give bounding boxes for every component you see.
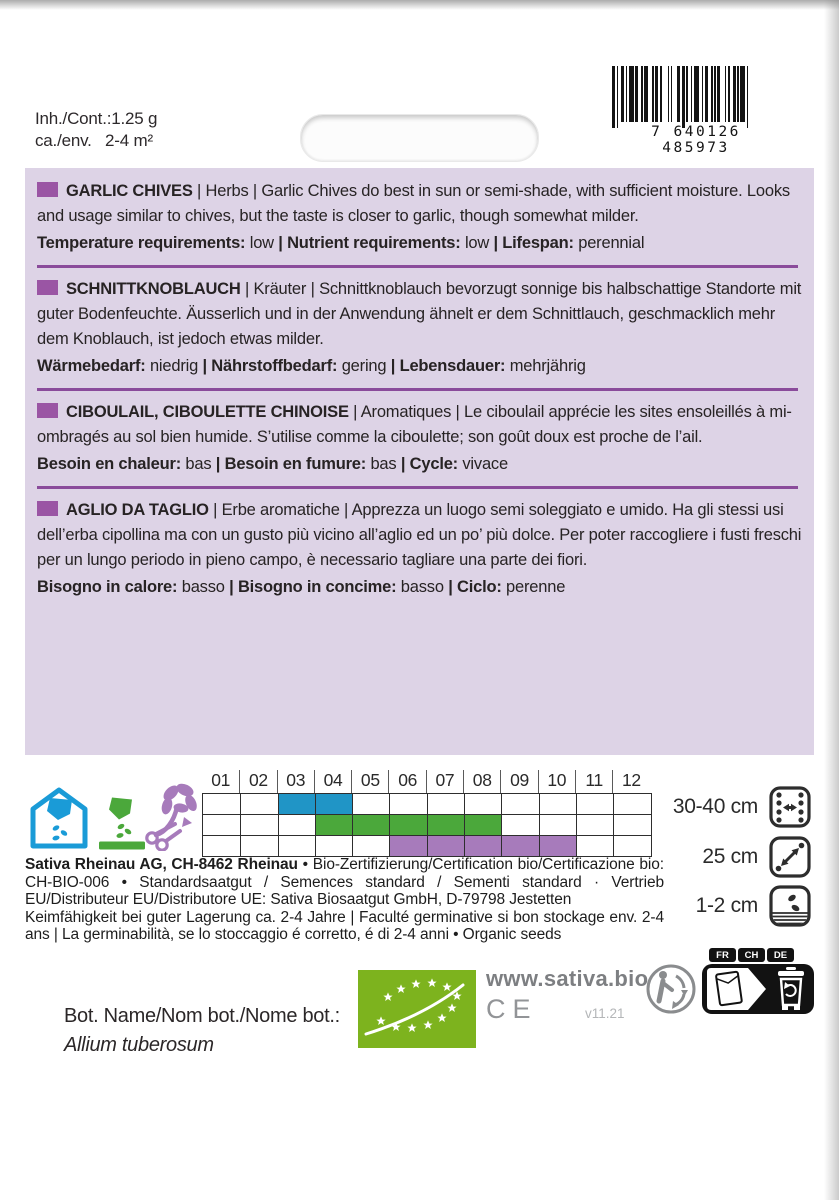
- requirement-value: basso: [400, 578, 444, 596]
- sowing-under-glass-month-06: [389, 794, 426, 814]
- disposal-country-tabs: [709, 948, 814, 962]
- content-value: 1.25 g: [111, 109, 158, 128]
- sowing-under-glass-month-07: [427, 794, 464, 814]
- requirement-separator: |: [489, 234, 503, 252]
- certification-text: • Bio-Zertifizierung/Certification bio/Certificazione bio: CH-BIO-006 • Standardsaatgut / Semences standard / Sementi standard · Vertrieb EU/Distributeur EU/Distributore UE: Sativa Biosaatgut GmbH, D-79798 Jestetten: [25, 856, 664, 909]
- botanical-name-label: Bot. Name/Nom bot./Nome bot.:: [64, 1005, 340, 1027]
- requirement-label: Bisogno in calore:: [37, 578, 182, 596]
- requirement-label: Temperature requirements:: [37, 234, 250, 252]
- requirement-value: mehrjährig: [509, 357, 586, 375]
- requirement-label: Nährstoffbedarf:: [211, 357, 342, 375]
- sowing-under-glass-month-10: [539, 794, 576, 814]
- tab-ch: CH: [738, 948, 765, 962]
- sowing-under-glass-month-08: [464, 794, 501, 814]
- requirement-separator: |: [396, 455, 410, 473]
- company-name: Sativa Rheinau AG, CH-8462 Rheinau: [25, 856, 298, 873]
- sowing-outdoor-month-05: [352, 815, 389, 835]
- section-divider: [37, 388, 798, 391]
- harvest-month-03: [278, 836, 315, 856]
- scan-shadow-top: [0, 0, 839, 10]
- harvest-scissors-icon: [144, 781, 200, 851]
- tab-fr: FR: [709, 948, 736, 962]
- section-requirements: [37, 231, 802, 256]
- section-description: [37, 400, 802, 450]
- row-spacing-icon: [768, 785, 812, 829]
- separator: |: [451, 403, 465, 421]
- sowing-outdoor-month-01: [203, 815, 240, 835]
- sowing-outdoor-month-07: [427, 815, 464, 835]
- botanical-name-block: [64, 1002, 340, 1060]
- section-name: CIBOULAIL, CIBOULETTE CHINOISE: [66, 403, 349, 421]
- month-label: 03: [277, 770, 314, 793]
- area-value: 2-4 m²: [105, 131, 153, 150]
- requirement-label: Lifespan:: [502, 234, 579, 252]
- plant-spacing-icon: [768, 835, 812, 879]
- harvest-month-02: [240, 836, 277, 856]
- requirement-separator: |: [386, 357, 400, 375]
- tab-de: DE: [767, 948, 794, 962]
- row-spacing-info: [600, 785, 812, 829]
- packaging-disposal-label: [702, 948, 814, 1020]
- sowing-outdoor-month-04: [315, 815, 352, 835]
- eu-organic-leaf-logo: [358, 970, 476, 1048]
- sowing-outdoor-month-09: [501, 815, 538, 835]
- section-divider: [37, 486, 798, 489]
- barcode: [612, 66, 780, 156]
- section-requirements: [37, 354, 802, 379]
- row-spacing-label: 30-40 cm: [672, 795, 758, 818]
- greenhouse-sowing-icon: [30, 786, 88, 850]
- requirement-value: bas: [185, 455, 212, 473]
- requirement-label: Wärmebedarf:: [37, 357, 150, 375]
- description-panel: [25, 168, 814, 755]
- month-label: 01: [211, 770, 231, 790]
- section-description: [37, 179, 802, 229]
- scan-shadow-right: [824, 0, 839, 1200]
- content-info: [35, 108, 157, 152]
- sowing-under-glass-month-09: [501, 794, 538, 814]
- triman-recycling-icon: [645, 963, 697, 1015]
- requirement-value: low: [249, 234, 274, 252]
- month-label: 07: [426, 770, 463, 793]
- ce-mark: CE: [486, 994, 538, 1024]
- section-bullet-icon: [37, 403, 58, 418]
- section-text: Garlic Chives do best in sun or semi-shade, with sufficient moisture. Looks and usage similar to chives, but the taste is closer to garlic, though somewhat milder.: [37, 182, 790, 225]
- harvest-month-09: [501, 836, 538, 856]
- barcode-bars: [612, 66, 780, 132]
- section-requirements: [37, 575, 802, 600]
- separator: |: [248, 182, 262, 200]
- requirement-value: niedrig: [149, 357, 199, 375]
- harvest-row: [203, 835, 651, 856]
- section-name: AGLIO DA TAGLIO: [66, 501, 209, 519]
- requirement-value: basso: [181, 578, 225, 596]
- section-requirements: [37, 452, 802, 477]
- sowing-depth-icon: [768, 884, 812, 928]
- section-text: Apprezza un luogo semi soleggiato e umido. Ha gli stessi usi dell’erba cipollina ma con un gusto più vicino all’aglio ed un po’ più dolce. Per poter raccogliere i fusti freschi per un lungo periodo in pieno campo, è necessario tagliare una parte dei fiori.: [37, 501, 802, 569]
- section-bullet-icon: [37, 280, 58, 295]
- requirement-separator: |: [211, 455, 225, 473]
- separator: |: [339, 501, 352, 519]
- separator: |: [348, 403, 361, 421]
- company-certification-text: [25, 856, 664, 909]
- requirement-separator: |: [224, 578, 238, 596]
- month-label: 11: [575, 770, 612, 793]
- section-text: Le ciboulail apprécie les sites ensoleillés à mi-ombragés au sol bien humide. S’utilise comme la ciboulette; son goût doux est proche de l’ail.: [37, 403, 792, 446]
- section-divider: [37, 265, 798, 268]
- requirement-value: gering: [341, 357, 387, 375]
- sowing-outdoor-row: [203, 814, 651, 835]
- hang-hole-slot: [300, 114, 539, 162]
- sowing-outdoor-month-06: [389, 815, 426, 835]
- separator: |: [306, 280, 320, 298]
- sowing-under-glass-month-05: [352, 794, 389, 814]
- section-category: Herbs: [205, 182, 249, 200]
- requirement-value: low: [464, 234, 490, 252]
- barcode-digits: 7 640126 485973: [651, 124, 741, 156]
- section-text: Schnittknoblauch bevorzugt sonnige bis halbschattige Standorte mit guter Bodenfeuchte. Äusserlich und in der Anwendung ähnelt er dem Schnittlauch, geschmacklich mehr dem Knoblauch, ist jedoch etwas milder.: [37, 280, 802, 348]
- content-label: Inh./Cont.:: [35, 109, 112, 128]
- sowing-under-glass-month-01: [203, 794, 240, 814]
- sowing-outdoor-month-10: [539, 815, 576, 835]
- plant-spacing-label: 25 cm: [702, 845, 758, 868]
- harvest-month-07: [427, 836, 464, 856]
- requirement-label: Bisogno in concime:: [237, 578, 401, 596]
- separator: |: [240, 280, 254, 298]
- calendar-grid: [202, 793, 652, 857]
- sowing-depth-label: 1-2 cm: [695, 894, 758, 917]
- packet-to-bin-icon: [702, 963, 814, 1015]
- company-info: [25, 856, 664, 944]
- month-label: 04: [314, 770, 351, 793]
- harvest-month-06: [389, 836, 426, 856]
- separator: |: [192, 182, 206, 200]
- germination-text: Keimfähigkeit bei guter Lagerung ca. 2-4 Jahre | Faculté germinative si bon stockage env. 2-4 ans | La germinabilità, se lo stoccaggio é corretto, é di 2-4 anni • Organic seeds: [25, 908, 664, 944]
- content-line: [35, 108, 157, 130]
- requirement-label: Besoin en chaleur:: [37, 455, 186, 473]
- requirement-label: Nutrient requirements:: [287, 234, 465, 252]
- section-name: SCHNITTKNOBLAUCH: [66, 280, 241, 298]
- requirement-separator: |: [198, 357, 212, 375]
- section-category: Kräuter: [253, 280, 307, 298]
- website-url[interactable]: www.sativa.bio: [486, 966, 649, 991]
- sowing-under-glass-row: [203, 794, 651, 814]
- barcode-bar: [748, 66, 751, 128]
- sowing-calendar: [202, 770, 652, 857]
- botanical-name: Allium tuberosum: [64, 1034, 214, 1056]
- harvest-month-01: [203, 836, 240, 856]
- requirement-value: bas: [370, 455, 397, 473]
- separator: |: [208, 501, 222, 519]
- sowing-outdoor-month-03: [278, 815, 315, 835]
- section-category: Erbe aromatiche: [221, 501, 340, 519]
- month-label: 10: [538, 770, 575, 793]
- direct-sowing-icon: [98, 793, 146, 850]
- requirement-value: perennial: [578, 234, 645, 252]
- area-label: ca./env.: [35, 131, 92, 150]
- harvest-month-10: [539, 836, 576, 856]
- month-label: 09: [500, 770, 537, 793]
- section-bullet-icon: [37, 501, 58, 516]
- requirement-value: vivace: [462, 455, 508, 473]
- requirement-label: Besoin en fumure:: [224, 455, 371, 473]
- requirement-label: Cycle:: [409, 455, 463, 473]
- sowing-outdoor-month-08: [464, 815, 501, 835]
- requirement-separator: |: [273, 234, 288, 252]
- sowing-under-glass-month-03: [278, 794, 315, 814]
- month-label: 05: [351, 770, 388, 793]
- section-bullet-icon: [37, 182, 58, 197]
- section-name: GARLIC CHIVES: [66, 182, 193, 200]
- section-description: [37, 498, 802, 573]
- version-label: v11.21: [585, 1006, 625, 1021]
- month-label: 02: [239, 770, 276, 793]
- month-label: 06: [388, 770, 425, 793]
- requirement-value: perenne: [506, 578, 566, 596]
- section-description: [37, 277, 802, 352]
- sowing-outdoor-month-02: [240, 815, 277, 835]
- calendar-month-header: [202, 770, 652, 793]
- area-line: [35, 130, 157, 152]
- harvest-month-04: [315, 836, 352, 856]
- sowing-under-glass-month-04: [315, 794, 352, 814]
- sowing-under-glass-month-02: [240, 794, 277, 814]
- harvest-month-05: [352, 836, 389, 856]
- requirement-separator: |: [443, 578, 458, 596]
- section-category: Aromatiques: [360, 403, 452, 421]
- month-label: 12: [612, 770, 649, 793]
- month-label: 08: [463, 770, 500, 793]
- harvest-month-08: [464, 836, 501, 856]
- requirement-label: Lebensdauer:: [399, 357, 510, 375]
- requirement-label: Ciclo:: [457, 578, 507, 596]
